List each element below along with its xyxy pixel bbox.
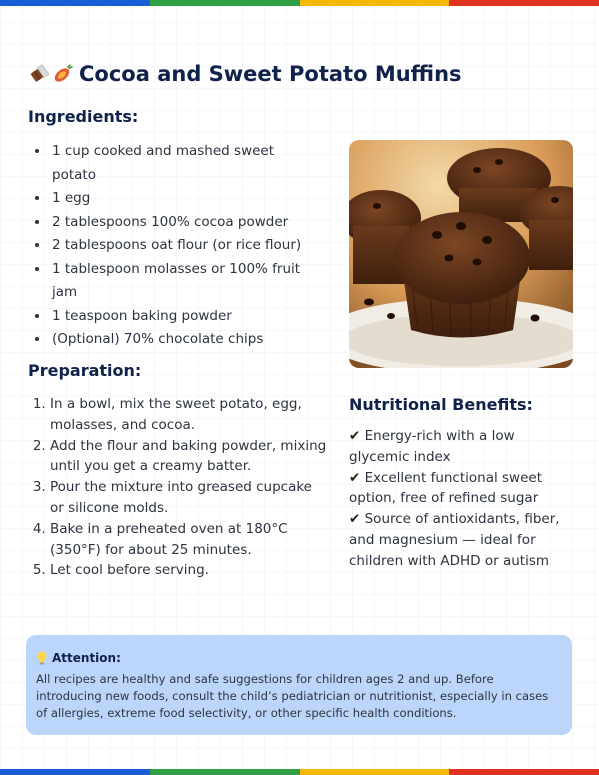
benefits-list bbox=[349, 426, 564, 572]
benefit-text: Excellent functional sweet option, free of refined sugar bbox=[349, 469, 543, 507]
benefit-item bbox=[349, 468, 564, 510]
preparation-step: 1. In a bowl, mix the sweet potato, egg, molasses, and cocoa. bbox=[50, 394, 330, 436]
preparation-heading: Preparation: bbox=[28, 361, 142, 380]
recipe-title-row bbox=[28, 62, 462, 86]
preparation-step: 4. Bake in a preheated oven at 180°C (350°F) for about 25 minutes. bbox=[50, 519, 330, 561]
preparation-step: 2. Add the flour and baking powder, mixing until you get a creamy batter. bbox=[50, 436, 330, 478]
muffins-photo bbox=[349, 140, 573, 368]
ingredient-item: • 1 tablespoon molasses or 100% fruit jam bbox=[50, 258, 320, 305]
benefits-heading: Nutritional Benefits: bbox=[349, 395, 533, 414]
benefit-item bbox=[349, 426, 564, 468]
attention-heading: Attention: bbox=[52, 651, 121, 665]
check-icon: ✔ bbox=[349, 511, 361, 528]
check-icon: ✔ bbox=[349, 428, 361, 444]
benefit-text: Source of antioxidants, fiber, and magnesium — ideal for children with ADHD or autism bbox=[349, 511, 560, 569]
ingredient-item: • 1 cup cooked and mashed sweet potato bbox=[50, 140, 320, 187]
benefit-item bbox=[349, 509, 564, 571]
ingredient-item: • (Optional) 70% chocolate chips bbox=[50, 328, 320, 352]
ingredient-item: • 2 tablespoons oat flour (or rice flour) bbox=[50, 234, 320, 258]
ingredients-heading: Ingredients: bbox=[28, 107, 139, 126]
lightbulb-icon bbox=[36, 651, 48, 665]
sweet-potato-icon bbox=[51, 63, 73, 85]
benefit-text: Energy-rich with a low glycemic index bbox=[349, 428, 515, 465]
preparation-step: 5. Let cool before serving. bbox=[50, 560, 330, 581]
ingredient-item: • 1 egg bbox=[50, 187, 320, 211]
check-icon: ✔ bbox=[349, 469, 361, 486]
ingredients-list bbox=[30, 140, 320, 352]
attention-box bbox=[26, 635, 572, 735]
ingredient-item: • 2 tablespoons 100% cocoa powder bbox=[50, 211, 320, 235]
page-title: Cocoa and Sweet Potato Muffins bbox=[79, 62, 462, 86]
preparation-step: 3. Pour the mixture into greased cupcake or silicone molds. bbox=[50, 477, 330, 519]
bottom-color-stripe bbox=[0, 769, 599, 775]
chocolate-bar-icon bbox=[28, 63, 50, 85]
preparation-steps bbox=[34, 394, 330, 581]
ingredient-item: • 1 teaspoon baking powder bbox=[50, 305, 320, 329]
attention-text: All recipes are healthy and safe suggestions for children ages 2 and up. Before introducing new foods, consult the child’s pediatrician or nutritionist, especially in cases of allergies, extreme food selectivity, or other specific health conditions. bbox=[36, 672, 549, 720]
top-color-stripe bbox=[0, 0, 599, 6]
